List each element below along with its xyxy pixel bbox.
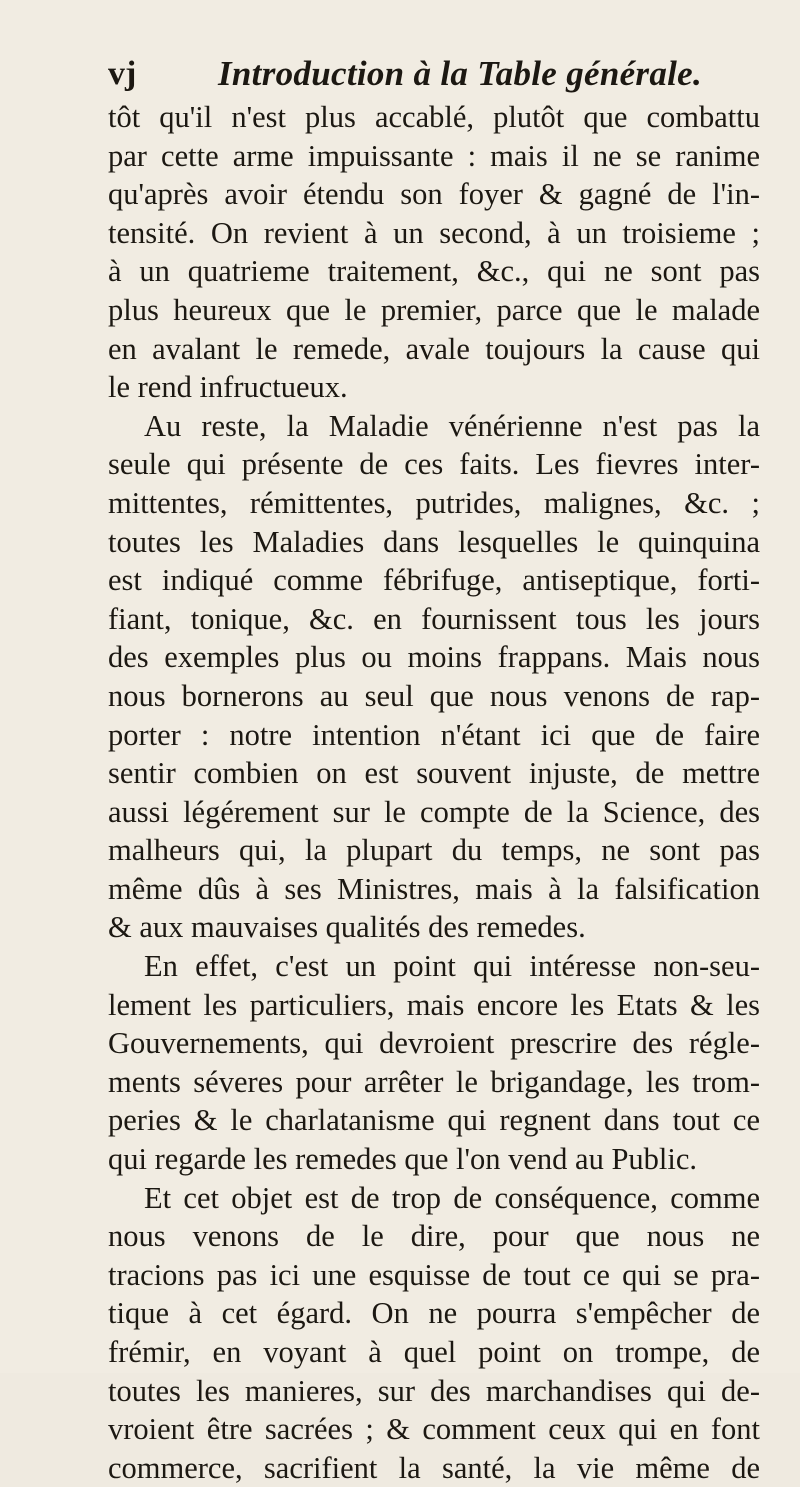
text-line: fiant, tonique, &c. en fournissent tous les jours bbox=[108, 601, 760, 636]
text-line: tôt qu'il n'est plus accablé, plutôt que combattu bbox=[108, 100, 760, 134]
text-line: Et cet objet est de trop de conséquence, comme bbox=[144, 1180, 760, 1215]
text-line: frémir, en voyant à quel point on trompe, de bbox=[108, 1335, 760, 1369]
text-line: est indiqué comme fébrifuge, antiseptique, forti- bbox=[108, 563, 760, 598]
running-head bbox=[108, 54, 748, 94]
text-line: vroient être sacrées ; & comment ceux qui en font bbox=[108, 1412, 760, 1447]
text-line: malheurs qui, la plupart du temps, ne sont pas bbox=[108, 833, 760, 868]
text-line: En effet, c'est un point qui intéresse non-seu- bbox=[144, 949, 760, 984]
text-line: qui regarde les remedes que l'on vend au Public. bbox=[108, 1142, 698, 1177]
text-line: même dûs à ses Ministres, mais à la falsification bbox=[108, 871, 760, 906]
text-line: aussi légérement sur le compte de la Science, des bbox=[108, 794, 760, 829]
text-line: toutes les Maladies dans lesquelles le quinquina bbox=[108, 524, 760, 559]
text-line: seule qui présente de ces faits. Les fievres inter- bbox=[108, 447, 760, 482]
text-line: le rend infructueux. bbox=[108, 370, 348, 405]
text-line: lement les particuliers, mais encore les Etats & les bbox=[108, 987, 760, 1022]
text-line: mittentes, rémittentes, putrides, malignes, &c. ; bbox=[108, 485, 760, 520]
text-line: commerce, sacrifient la santé, la vie même de bbox=[108, 1450, 760, 1485]
text-line: nous bornerons au seul que nous venons de rap- bbox=[108, 678, 760, 713]
text-line: Gouvernements, qui devroient prescrire des régle- bbox=[108, 1026, 760, 1061]
text-line: sentir combien on est souvent injuste, de mettre bbox=[108, 756, 760, 791]
body-text bbox=[108, 98, 760, 1487]
text-line: Au reste, la Maladie vénérienne n'est pas la bbox=[144, 408, 760, 443]
text-line: des exemples plus ou moins frappans. Mais nous bbox=[108, 640, 760, 675]
page-number: vj bbox=[108, 55, 137, 92]
running-head-title: Introduction à la Table générale. bbox=[218, 54, 703, 93]
text-line: peries & le charlatanisme qui regnent dans tout ce bbox=[108, 1103, 760, 1138]
text-line: porter : notre intention n'étant ici que de faire bbox=[108, 717, 760, 752]
text-line: tensité. On revient à un second, à un troisieme ; bbox=[108, 215, 760, 250]
text-line: en avalant le remede, avale toujours la cause qui bbox=[108, 331, 760, 366]
text-line: plus heureux que le premier, parce que le malade bbox=[108, 292, 760, 327]
text-line: tique à cet égard. On ne pourra s'empêcher de bbox=[108, 1296, 760, 1331]
text-line: toutes les manieres, sur des marchandises qui de- bbox=[108, 1373, 760, 1408]
text-line: tracions pas ici une esquisse de tout ce qui se pra- bbox=[108, 1257, 760, 1292]
text-line: nous venons de le dire, pour que nous ne bbox=[108, 1219, 760, 1254]
text-line: ments séveres pour arrêter le brigandage, les trom- bbox=[108, 1064, 760, 1099]
text-line: à un quatrieme traitement, &c., qui ne sont pas bbox=[108, 254, 760, 289]
text-line: par cette arme impuissante : mais il ne se ranime bbox=[108, 138, 760, 173]
text-line: & aux mauvaises qualités des remedes. bbox=[108, 910, 586, 945]
text-line: qu'après avoir étendu son foyer & gagné de l'in- bbox=[108, 177, 760, 212]
